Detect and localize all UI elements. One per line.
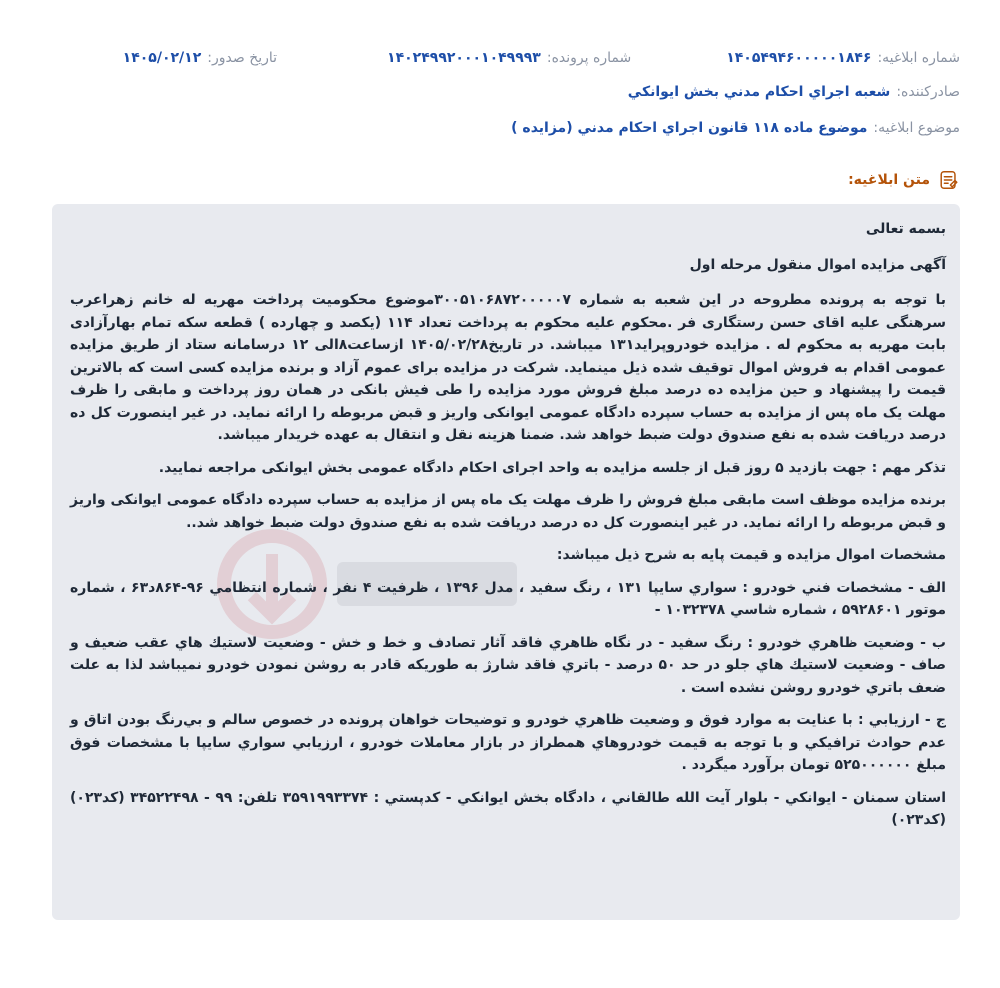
paragraph-case-details: با توجه به پرونده مطروحه در این شعبه به شماره ۳۰۰۵۱۰۶۸۷۲۰۰۰۰۰۷موضوع محکومیت پرداخت مهریه له خانم زهراعرب سرهنگی علیه اقای حسن رستگاری فر .محکوم علیه محکوم به پرداخت تعداد ۱۱۴ (یکصد و چهارده ) قطعه سکه تمام بهارآزادی بابت مهریه به محکوم له . مزایده خودروپراید۱۳۱ میباشد. در تاریخ۱۴۰۵/۰۲/۲۸ ازساعت۸الی ۱۲ درسامانه ستاد از طریق مزایده عمومی اقدام به فروش اموال توقیف شده ذیل مینماید. شرکت در مزایده برای عموم آزاد و برنده مزایده کسی است که بالاترین قیمت را پیشنهاد و حین مزایده ده درصد مبلغ فروش مورد مزایده را طی فیش بانکی در همان روز پرداخت و مابقی را ظرف مهلت یک ماه پس از مزایده به حساب سپرده دادگاه عمومی ایوانکی واریز و قبض مربوطه را ارائه نماید. در غیر اینصورت کل ده درصد دریافت شده به نفع صندوق دولت ضبط خواهد شد. ضمنا هزینه نقل و انتقال به عهده خریدار میباشد. [70, 292, 947, 443]
subject-value: موضوع ماده ۱۱۸ قانون اجراي احكام مدني (مزايده ) [511, 120, 868, 136]
paragraph-important-note: تذکر مهم : جهت بازدید ۵ روز قبل از جلسه مزایده به واحد اجرای احکام دادگاه عمومی بخش ایوانکی مراجعه نمایید. [158, 459, 946, 476]
notice-text-heading [848, 169, 960, 191]
notice-number-label: شماره ابلاغیه: [877, 50, 960, 66]
notice-text-heading-label: متن ابلاغیه: [848, 172, 930, 188]
issue-date-field [123, 50, 277, 66]
paragraph-address: استان سمنان - ايوانكي - بلوار آيت الله طالقاني ، دادگاه بخش ايوانكي - كدپستي : ۳۵۹۱۹۹۳۳۷۴ تلفن: ۹۹ - ۳۴۵۲۲۴۹۸ (كد۰۲۳) (كد۰۲۳) [70, 789, 947, 828]
notice-number-value: ۱۴۰۵۴۹۴۶۰۰۰۰۰۱۸۴۶ [726, 50, 872, 66]
issue-date-value: ۱۴۰۵/۰۲/۱۲ [122, 50, 202, 66]
paragraph-basmala: بسمه تعالی [865, 221, 946, 237]
paragraph-specs-intro: مشخصات اموال مزایده و قیمت پایه به شرح ذیل میباشد: [556, 547, 946, 563]
subject-label: موضوع ابلاغیه: [873, 120, 960, 136]
paragraph-winner-obligation: برنده مزایده موظف است مابقی مبلغ فروش را ظرف مهلت یک ماه پس از مزایده به حساب سپرده دادگاه عمومی ایوانکی واریز و قبض مربوطه را ارائه نماید. در غیر اینصورت کل ده درصد دریافت شده به نفع صندوق دولت ضبط خواهد شد.. [70, 492, 946, 531]
notice-text-box [52, 204, 960, 920]
paragraph-auction-title: آگهی مزایده اموال منقول مرحله اول [689, 256, 946, 273]
case-number-value: ۱۴۰۲۴۹۹۲۰۰۰۱۰۴۹۹۹۳ [387, 50, 541, 66]
issuer-label: صادرکننده: [896, 84, 960, 100]
paragraph-appearance: ب - وضعيت ظاهري خودرو : رنگ سفيد - در نگاه ظاهري فاقد آثار تصادف و خط و خش - وضعيت لاستيك هاي عقب ضعيف و صاف - وضعيت لاستيك هاي جلو در حد ۵۰ درصد - باتري فاقد شارژ به طوريكه قادر به روشن نمودن خودرو نميباشد لذا به علت ضعف باتري خودرو روشن نشده است . [70, 634, 947, 696]
case-number-field [387, 50, 631, 66]
issuer-value: شعبه اجراي احكام مدني بخش ايوانكي [627, 84, 891, 100]
notice-meta-row [40, 46, 960, 70]
issuer-field [40, 84, 960, 100]
case-number-label: شماره پرونده: [546, 50, 632, 66]
paragraph-technical-specs: الف - مشخصات فني خودرو : سواري سايپا ۱۳۱ ، رنگ سفيد ، مدل ۱۳۹۶ ، ظرفيت ۴ نفر ، شماره انتظامي ۹۶-۸۶۴د۶۳ ، شماره موتور ۵۹۲۸۶۰۱ ، شماره شاسي ۱۰۳۲۳۷۸ - [70, 579, 946, 618]
document-text-icon [938, 169, 960, 191]
notice-number-field [726, 50, 960, 66]
subject-field [40, 120, 960, 136]
issue-date-label: تاریخ صدور: [207, 50, 278, 66]
paragraph-appraisal: ج - ارزيابي : با عنايت به موارد فوق و وضعيت ظاهري خودرو و توضيحات خواهان پرونده در خصوص سالم و بي‌رنگ بودن اتاق و عدم حوادث ترافيكي و با توجه به قيمت خودروهاي همطراز در بازار معاملات خودرو ، ارزيابي سواري سايپا با مشخصات فوق مبلغ ۵۲۵۰۰۰۰۰۰ تومان برآورد ميگردد . [70, 712, 946, 773]
